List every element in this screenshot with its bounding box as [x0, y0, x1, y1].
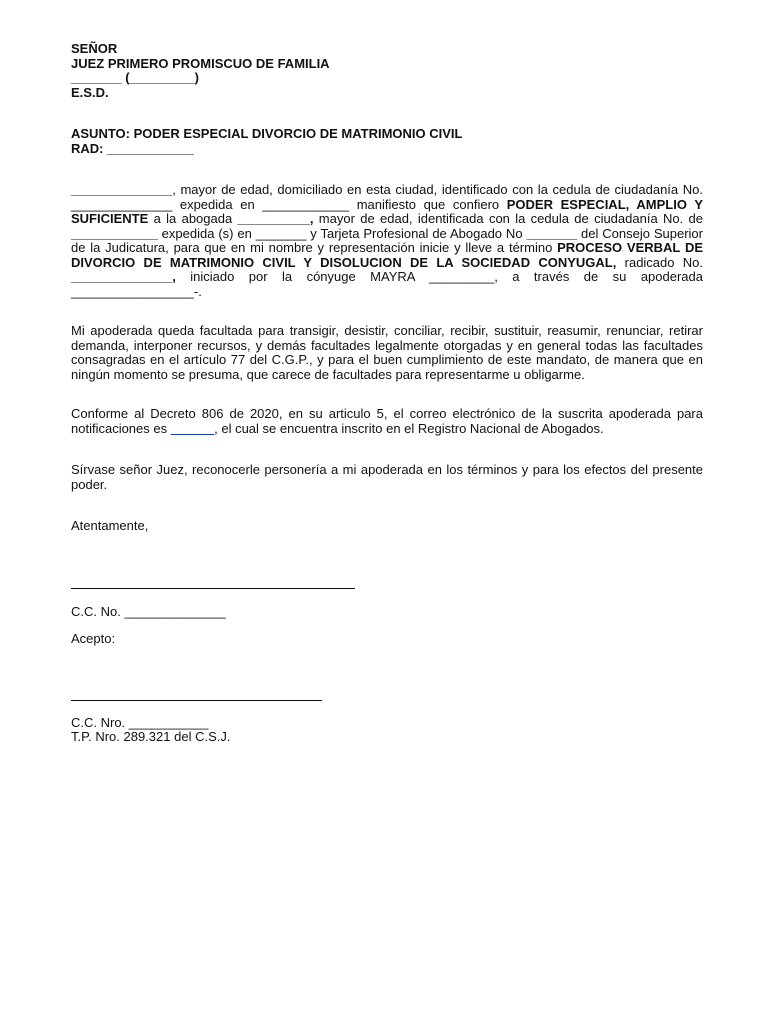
process-type: PROCESO VERBAL DE DIVORCIO DE MATRIMONIO CIVIL Y DISOLUCION DE LA SOCIEDAD CONYUGAL, — [71, 240, 703, 270]
attorney-name-blank: __________, — [237, 211, 314, 226]
case-number-blank: ______________, — [71, 269, 176, 284]
paragraph-text: radicado No. — [616, 254, 703, 270]
paragraph-text: iniciado por la cónyuge MAYRA _________, a través de su apoderada _________________-. — [71, 269, 703, 299]
professional-card-blank: _______ — [526, 225, 578, 241]
paragraph-text: , el cual se encuentra inscrito en el Registro Nacional de Abogados. — [214, 420, 604, 436]
subject-block — [71, 127, 462, 156]
acceptance-label: Acepto: — [71, 631, 116, 646]
paragraph-faculties: Mi apoderada queda facultada para transigir, desistir, conciliar, recibir, sustituir, reasumir, renunciar, retirar demanda, interponer recursos, y demás facultades legalmente otorgadas y en general todas las facultades consagradas en el artículo 77 del C.G.P., y para el buen cumplimiento de este mandato, de manera que en ningún momento se presuma, que carece de facultades para representarme u obligarme. — [71, 323, 703, 382]
addressee-block — [71, 42, 330, 100]
grantor-name-blank: ______________ — [71, 182, 173, 197]
subject-rad: RAD: ____________ — [71, 140, 194, 156]
paragraph-text: del Consejo Superior de la Judicatura, para que en mi nombre y representación inicie y lleve a término — [71, 225, 703, 255]
attorney-cc: C.C. Nro. ___________ — [71, 715, 209, 730]
closing-greeting: Atentamente, — [71, 518, 149, 533]
paragraph-text: , mayor de edad, domiciliado en esta ciudad, identificado con la cedula de ciudadanía No. ______________ expedida en ____________ manifiesto que confiero — [71, 182, 703, 212]
addressee-judge: JUEZ PRIMERO PROMISCUO DE FAMILIA — [71, 55, 330, 71]
power-type: PODER ESPECIAL, AMPLIO Y SUFICIENTE — [71, 196, 703, 226]
paragraph-text: Conforme al Decreto 806 de 2020, en su articulo 5, el correo electrónico de la suscrita apoderada para notificaciones es — [71, 406, 703, 436]
grantor-cc: C.C. No. ______________ — [71, 604, 226, 619]
paragraph-request: Sírvase señor Juez, reconocerle personería a mi apoderada en los términos y para los efectos del presente poder. — [71, 462, 703, 492]
addressee-location: _______ (_________) — [71, 70, 199, 85]
paragraph-text: mayor de edad, identificada con la cedula de ciudadanía No. de — [313, 211, 704, 226]
addressee-title: SEÑOR — [71, 41, 118, 56]
grantor-signature-line — [71, 588, 355, 589]
attorney-signature-line — [71, 700, 322, 701]
paragraph-text: expedida (s) en _______ y Tarjeta Profesional de Abogado No — [157, 225, 527, 241]
paragraph-decree — [71, 407, 703, 436]
attorney-id-blank: ____________ — [71, 225, 158, 241]
attorney-tp: T.P. Nro. 289.321 del C.S.J. — [71, 729, 231, 744]
paragraph-text: a la abogada — [148, 211, 238, 226]
subject-asunto: ASUNTO: PODER ESPECIAL DIVORCIO DE MATRIMONIO CIVIL — [71, 126, 463, 141]
paragraph-poder — [71, 183, 703, 299]
addressee-esd: E.S.D. — [71, 84, 109, 100]
email-link[interactable]: ______ — [170, 420, 215, 436]
